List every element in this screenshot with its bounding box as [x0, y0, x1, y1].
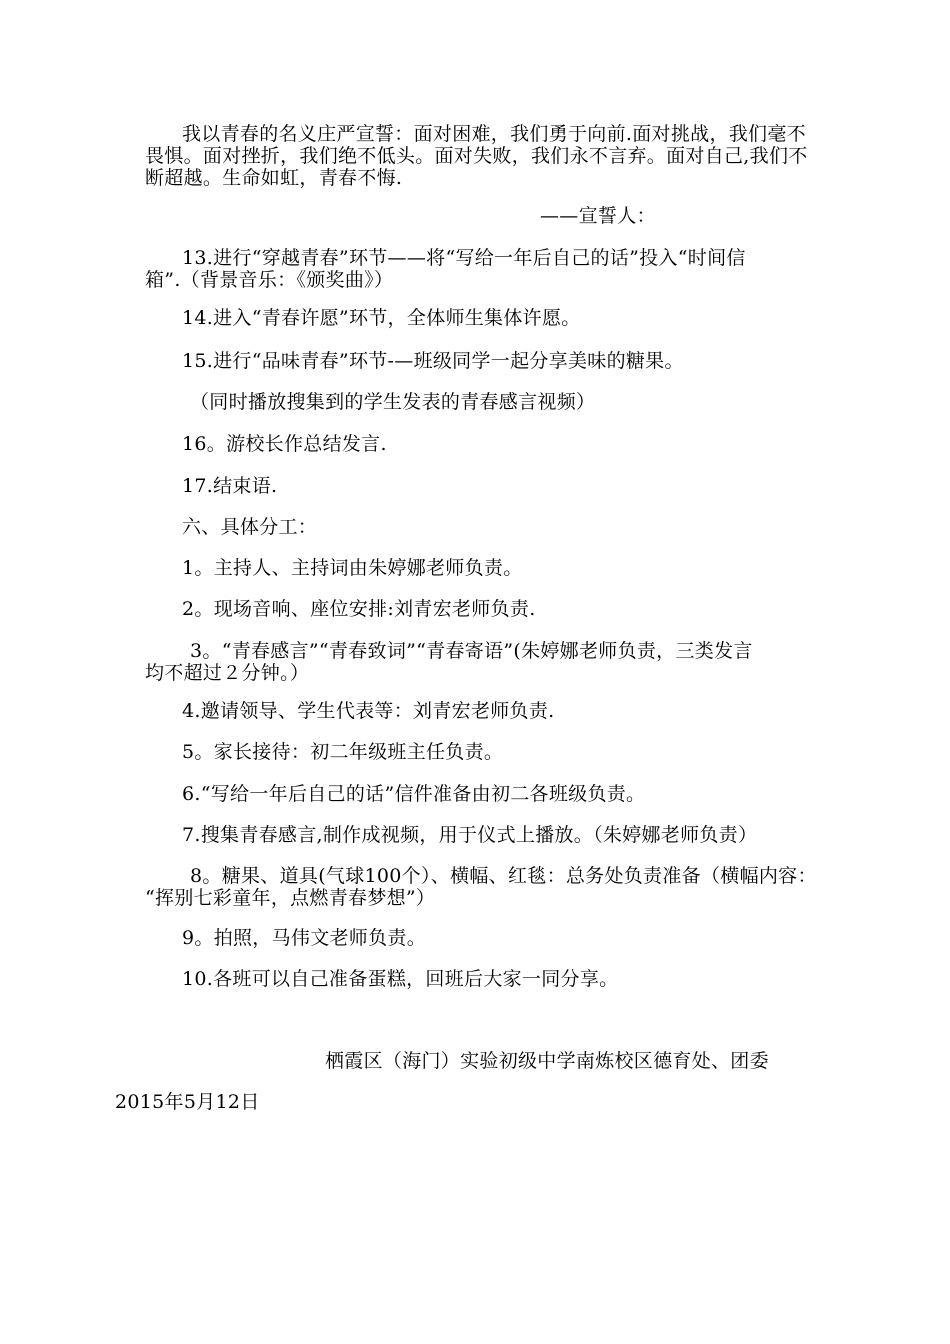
oath-signer: ——宣誓人：	[540, 205, 656, 227]
division-item-8-line-2: “挥别七彩童年，点燃青春梦想”）	[145, 887, 436, 909]
division-heading: 六、具体分工：	[182, 516, 318, 538]
division-item-7: 7.搜集青春感言,制作成视频，用于仪式上播放。（朱婷娜老师负责）	[182, 824, 758, 846]
division-item-8-line-1: 8。糖果、道具(气球100个）、横幅、红毯：总务处负责准备（横幅内容：	[190, 865, 817, 887]
step-16: 16。游校长作总结发言.	[182, 433, 387, 455]
division-item-2: 2。现场音响、座位安排:刘青宏老师负责.	[182, 598, 536, 620]
step-14: 14.进入“青春许愿”环节，全体师生集体许愿。	[182, 307, 581, 329]
division-item-1: 1。主持人、主持词由朱婷娜老师负责。	[182, 557, 523, 579]
step-17: 17.结束语.	[182, 475, 278, 497]
step-15: 15.进行“品味青春”环节-—班级同学一起分享美味的糖果。	[182, 350, 684, 372]
division-item-5: 5。家长接待：初二年级班主任负责。	[182, 741, 504, 763]
division-item-9: 9。拍照，马伟文老师负责。	[182, 927, 426, 949]
division-item-6: 6.“写给一年后自己的话”信件准备由初二各班级负责。	[182, 783, 646, 805]
division-item-10: 10.各班可以自己准备蛋糕，回班后大家一同分享。	[182, 968, 619, 990]
footer-date: 2015年5月12日	[115, 1091, 260, 1113]
step-13-line-2: 箱”.（背景音乐：《颁奖曲》）	[145, 269, 394, 291]
division-item-3-line-2: 均不超过２分钟。）	[145, 662, 310, 684]
step-13-line-1: 13.进行“穿越青春”环节——将“写给一年后自己的话”投入“时间信	[182, 247, 746, 269]
division-item-3-line-1: 3。“青春感言”“青春致词”“青春寄语”(朱婷娜老师负责，三类发言	[190, 640, 753, 662]
oath-line-1: 我以青春的名义庄严宣誓：面对困难，我们勇于向前.面对挑战，我们毫不	[182, 123, 806, 145]
step-15-note: （同时播放搜集到的学生发表的青春感言视频）	[190, 391, 596, 413]
oath-line-2: 畏惧。面对挫折，我们绝不低头。面对失败，我们永不言弃。面对自己,我们不	[145, 145, 808, 167]
footer-organization: 栖霞区（海门）实验初级中学南炼校区德育处、团委	[325, 1050, 769, 1072]
division-item-4: 4.邀请领导、学生代表等：刘青宏老师负责.	[182, 700, 555, 722]
oath-line-3: 断超越。生命如虹，青春不悔.	[145, 167, 403, 189]
